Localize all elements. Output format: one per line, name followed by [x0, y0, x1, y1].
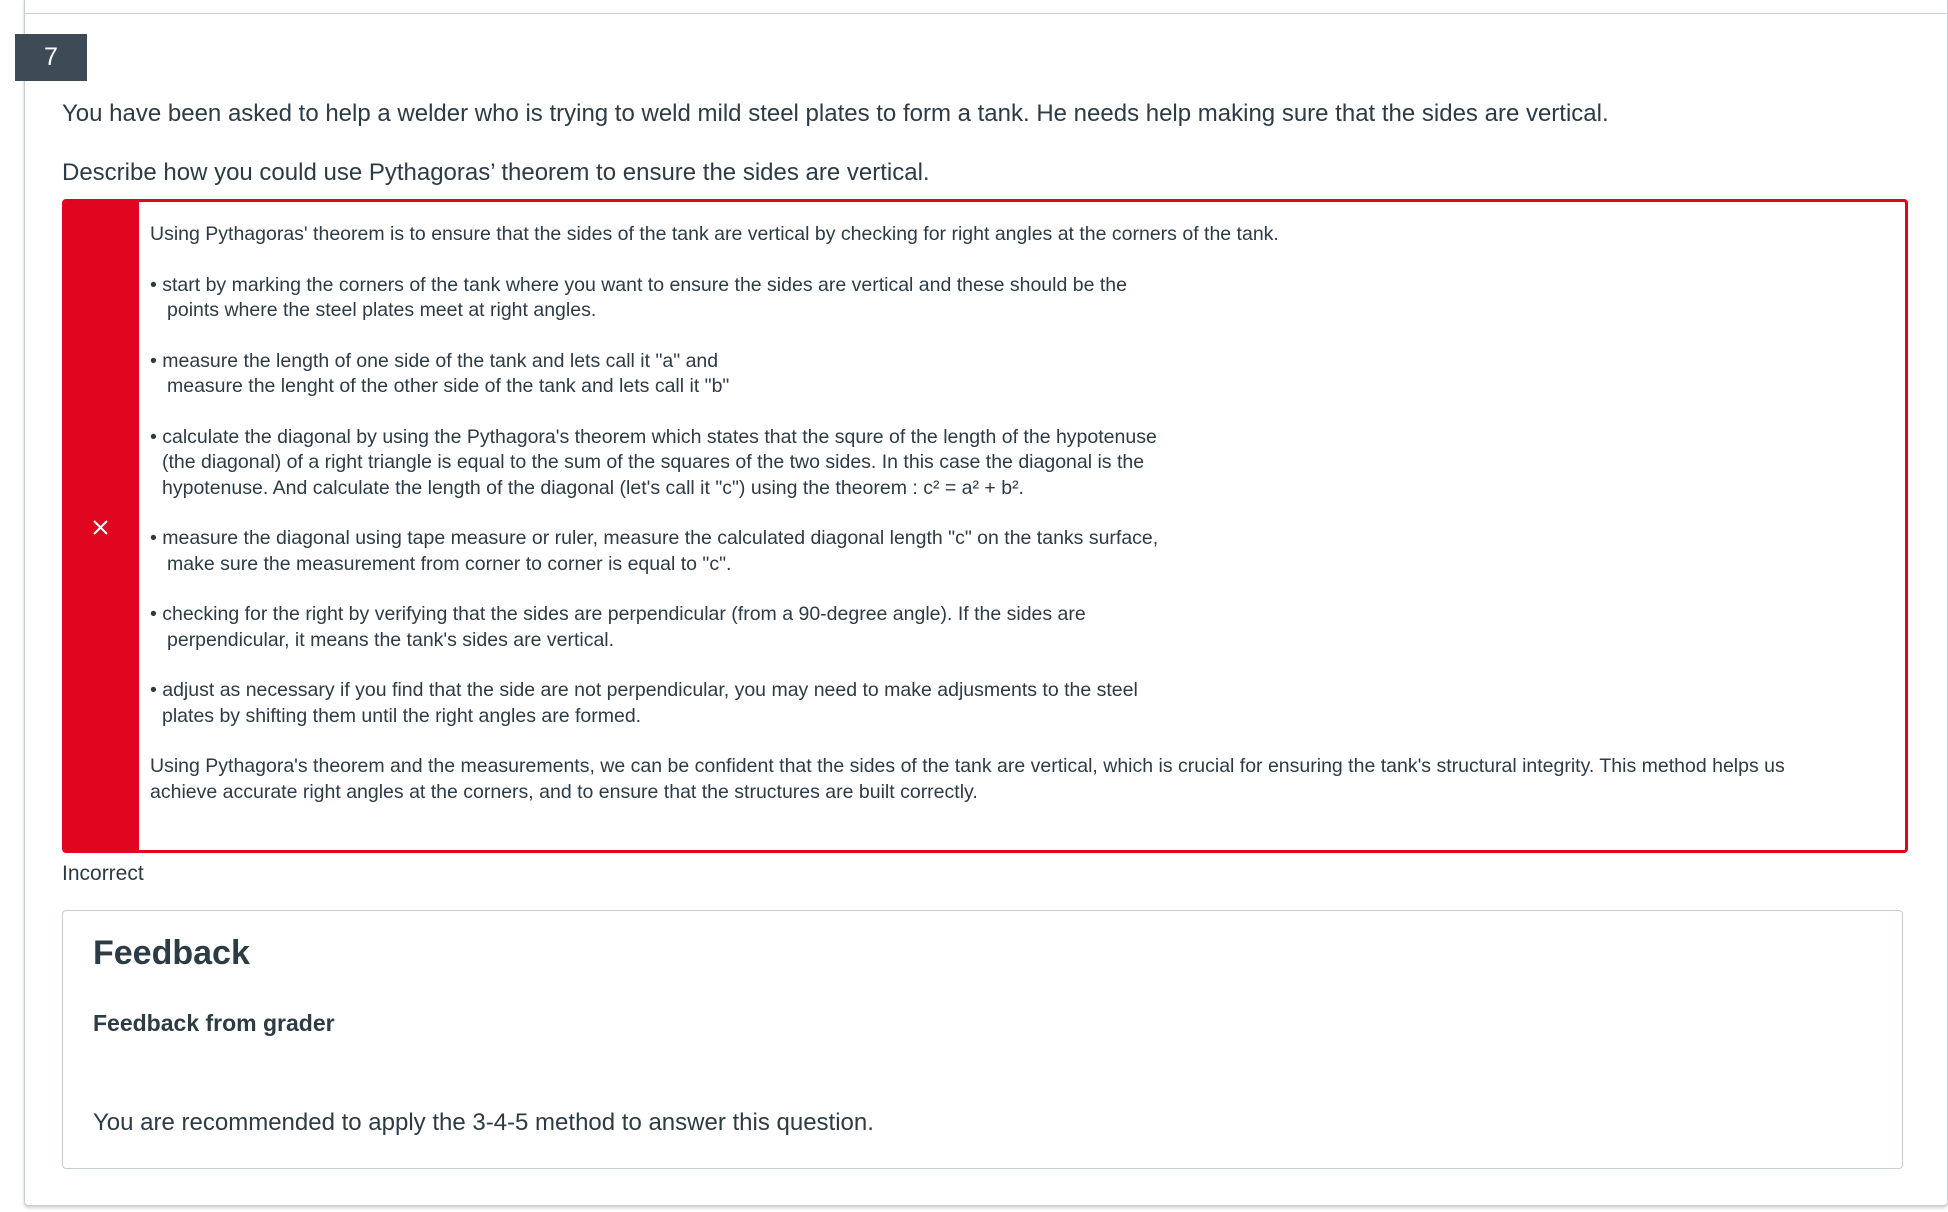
feedback-panel [62, 910, 1903, 1169]
conclusion-line: achieve accurate right angles at the corners, and to ensure that the structures are built correctly. [150, 780, 978, 803]
question-prompt: You have been asked to help a welder who is trying to weld mild steel plates to form a tank. He needs help making sure that the sides are vertical. [62, 100, 1609, 127]
answer-status-label: Incorrect [62, 862, 144, 885]
card-divider [25, 13, 1948, 14]
bullet-line: • adjust as necessary if you find that the side are not perpendicular, you may need to make adjusments to the steel [150, 679, 1138, 701]
answer-text [150, 222, 1890, 805]
question-instruction: Describe how you could use Pythagoras’ theorem to ensure the sides are vertical. [62, 159, 930, 186]
conclusion-line: Using Pythagora's theorem and the measurements, we can be confident that the sides of the tank are vertical, which is crucial for ensuring the tank's structural integrity. This method helps us [150, 755, 1785, 777]
answer-bullet [150, 602, 1890, 653]
bullet-line: • measure the length of one side of the tank and lets call it "a" and [150, 349, 719, 372]
answer-bullet [150, 526, 1890, 577]
bullet-line: measure the lenght of the other side of the tank and lets call it "b" [167, 375, 730, 397]
bullet-line: plates by shifting them until the right angles are formed. [162, 704, 642, 727]
bullet-line: (the diagonal) of a right triangle is equal to the sum of the squares of the two sides. In this case the diagonal is the [162, 451, 1145, 473]
answer-bullet [150, 678, 1890, 729]
answer-bullet [150, 349, 1890, 400]
answer-bullet [150, 425, 1890, 502]
feedback-subtitle: Feedback from grader [93, 1010, 335, 1036]
bullet-line: points where the steel plates meet at right angles. [167, 299, 597, 321]
close-icon [92, 519, 109, 536]
bullet-line: • calculate the diagonal by using the Pythagora's theorem which states that the squre of the length of the hypotenuse [150, 425, 1157, 448]
bullet-line: • start by marking the corners of the tank where you want to ensure the sides are vertical and these should be the [150, 273, 1127, 296]
answer-intro: Using Pythagoras' theorem is to ensure that the sides of the tank are vertical by checking for right angles at the corners of the tank. [150, 223, 1279, 245]
incorrect-marker [65, 202, 139, 850]
bullet-line: perpendicular, it means the tank's sides are vertical. [167, 628, 615, 651]
feedback-title: Feedback [93, 934, 250, 972]
bullet-line: • checking for the right by verifying that the sides are perpendicular (from a 90-degree angle). If the sides are [150, 603, 1086, 625]
bullet-line: • measure the diagonal using tape measure or ruler, measure the calculated diagonal length "c" on the tanks surface, [150, 527, 1159, 549]
bullet-line: make sure the measurement from corner to corner is equal to "c". [167, 552, 732, 575]
question-number-badge: 7 [15, 34, 87, 81]
student-answer-box [62, 199, 1908, 853]
grader-comment: You are recommended to apply the 3-4-5 method to answer this question. [93, 1109, 874, 1136]
answer-bullet [150, 273, 1890, 324]
bullet-line: hypotenuse. And calculate the length of the diagonal (let's call it "c") using the theorem : c² = a² + b². [162, 476, 1024, 499]
answer-conclusion [150, 754, 1890, 805]
